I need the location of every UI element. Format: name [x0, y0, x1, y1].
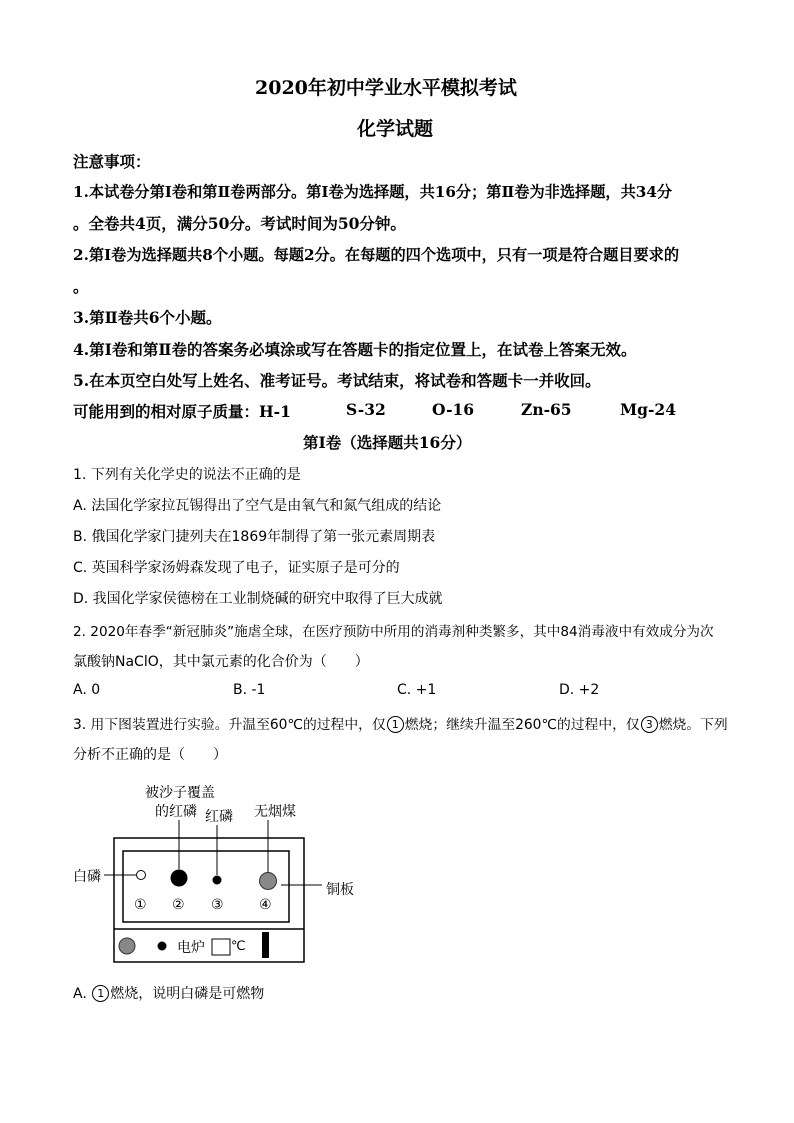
- coal-sample: [260, 873, 277, 890]
- q2-option-a: A. 0: [73, 682, 101, 698]
- atomic-mass-label: 可能用到的相对原子质量：H-1: [73, 402, 291, 421]
- notes-heading: 注意事项：: [73, 152, 151, 171]
- sample-number-3: ③: [211, 897, 224, 913]
- label-copper-plate: 铜板: [326, 882, 354, 898]
- q2-stem-a: 2. 2020年春季“新冠肺炎”施虐全球，在医疗预防中所用的消毒剂种类繁多，其中84消毒液中有效成分为次: [73, 624, 714, 640]
- label-coal: 无烟煤: [254, 804, 296, 820]
- q3-stem-b: 分析不正确的是（ ）: [73, 747, 227, 763]
- note-3: 3.第Ⅱ卷共6个小题。: [73, 308, 222, 327]
- red-phosphorus-sample: [213, 876, 222, 885]
- q2-option-b: B. -1: [233, 682, 266, 698]
- stove-light-icon: [158, 942, 167, 951]
- label-red-p: 红磷: [205, 809, 233, 825]
- sample-number-2: ②: [172, 897, 185, 913]
- atomic-mass-mg: Mg-24: [620, 400, 676, 419]
- q3-option-a: [73, 983, 264, 1003]
- q3-stem-part1: 3. 用下图装置进行实验。升温至60℃的过程中，仅: [73, 717, 386, 733]
- note-2a: 2.第Ⅰ卷为选择题共8个小题。每题2分。在每题的四个选项中，只有一项是符合题目要求的: [73, 246, 680, 264]
- q3-stem-a: [73, 713, 728, 733]
- label-white-p: 白磷: [73, 869, 101, 885]
- q3-option-a-prefix: A.: [73, 986, 92, 1002]
- q2-stem-b: 氯酸钠NaClO，其中氯元素的化合价为（ ）: [73, 654, 369, 670]
- q1-option-c: C. 英国科学家汤姆森发现了电子，证实原子是可分的: [73, 560, 400, 576]
- note-1a: 1.本试卷分第Ⅰ卷和第Ⅱ卷两部分。第Ⅰ卷为选择题，共16分；第Ⅱ卷为非选择题，共34分: [73, 183, 673, 201]
- atomic-mass-o: O-16: [432, 400, 475, 419]
- label-covered-red-p-1: 被沙子覆盖: [145, 785, 215, 801]
- label-celsius: ℃: [231, 939, 246, 954]
- atomic-mass-s: S-32: [346, 400, 386, 419]
- temperature-display: [212, 939, 230, 955]
- stove-knob-icon: [119, 938, 135, 954]
- sample-number-4: ④: [259, 897, 272, 913]
- white-phosphorus-sample: [137, 871, 146, 880]
- covered-red-phosphorus-sample: [171, 870, 188, 887]
- circled-number-1: 1: [92, 985, 109, 1002]
- q3-stem-part2: 燃烧；继续升温至260℃的过程中，仅: [404, 717, 640, 733]
- note-4: 4.第Ⅰ卷和第Ⅱ卷的答案务必填涂或写在答题卡的指定位置上，在试卷上答案无效。: [73, 340, 637, 359]
- experiment-diagram: [60, 770, 380, 970]
- page-title: 2020年初中学业水平模拟考试: [255, 77, 517, 99]
- q1-option-d: D. 我国化学家侯德榜在工业制烧碱的研究中取得了巨大成就: [73, 591, 443, 607]
- q2-option-d: D. +2: [559, 682, 600, 698]
- atomic-mass-zn: Zn-65: [521, 400, 572, 419]
- note-5: 5.在本页空白处写上姓名、准考证号。考试结束，将试卷和答题卡一并收回。: [73, 371, 601, 390]
- q1-option-a: A. 法国化学家拉瓦锡得出了空气是由氧气和氮气组成的结论: [73, 498, 442, 514]
- label-covered-red-p-2: 的红磷: [155, 804, 197, 820]
- q1-option-b: B. 俄国化学家门捷列夫在1869年制得了第一张元素周期表: [73, 529, 436, 545]
- q2-option-c: C. +1: [397, 682, 437, 698]
- note-2b: 。: [73, 277, 89, 296]
- label-stove: 电炉: [177, 940, 205, 956]
- q1-stem: 1. 下列有关化学史的说法不正确的是: [73, 467, 301, 483]
- q3-stem-part3: 燃烧。下列: [658, 717, 728, 733]
- page-subtitle: 化学试题: [357, 118, 434, 140]
- q3-option-a-text: 燃烧，说明白磷是可燃物: [110, 986, 265, 1002]
- circled-number-3: 3: [641, 716, 658, 733]
- sample-number-1: ①: [134, 897, 147, 913]
- note-1b: 。全卷共4页，满分50分。考试时间为50分钟。: [73, 214, 406, 233]
- section-title: 第Ⅰ卷（选择题共16分）: [303, 433, 472, 452]
- circled-number-1: 1: [387, 716, 404, 733]
- stove-switch: [262, 932, 269, 958]
